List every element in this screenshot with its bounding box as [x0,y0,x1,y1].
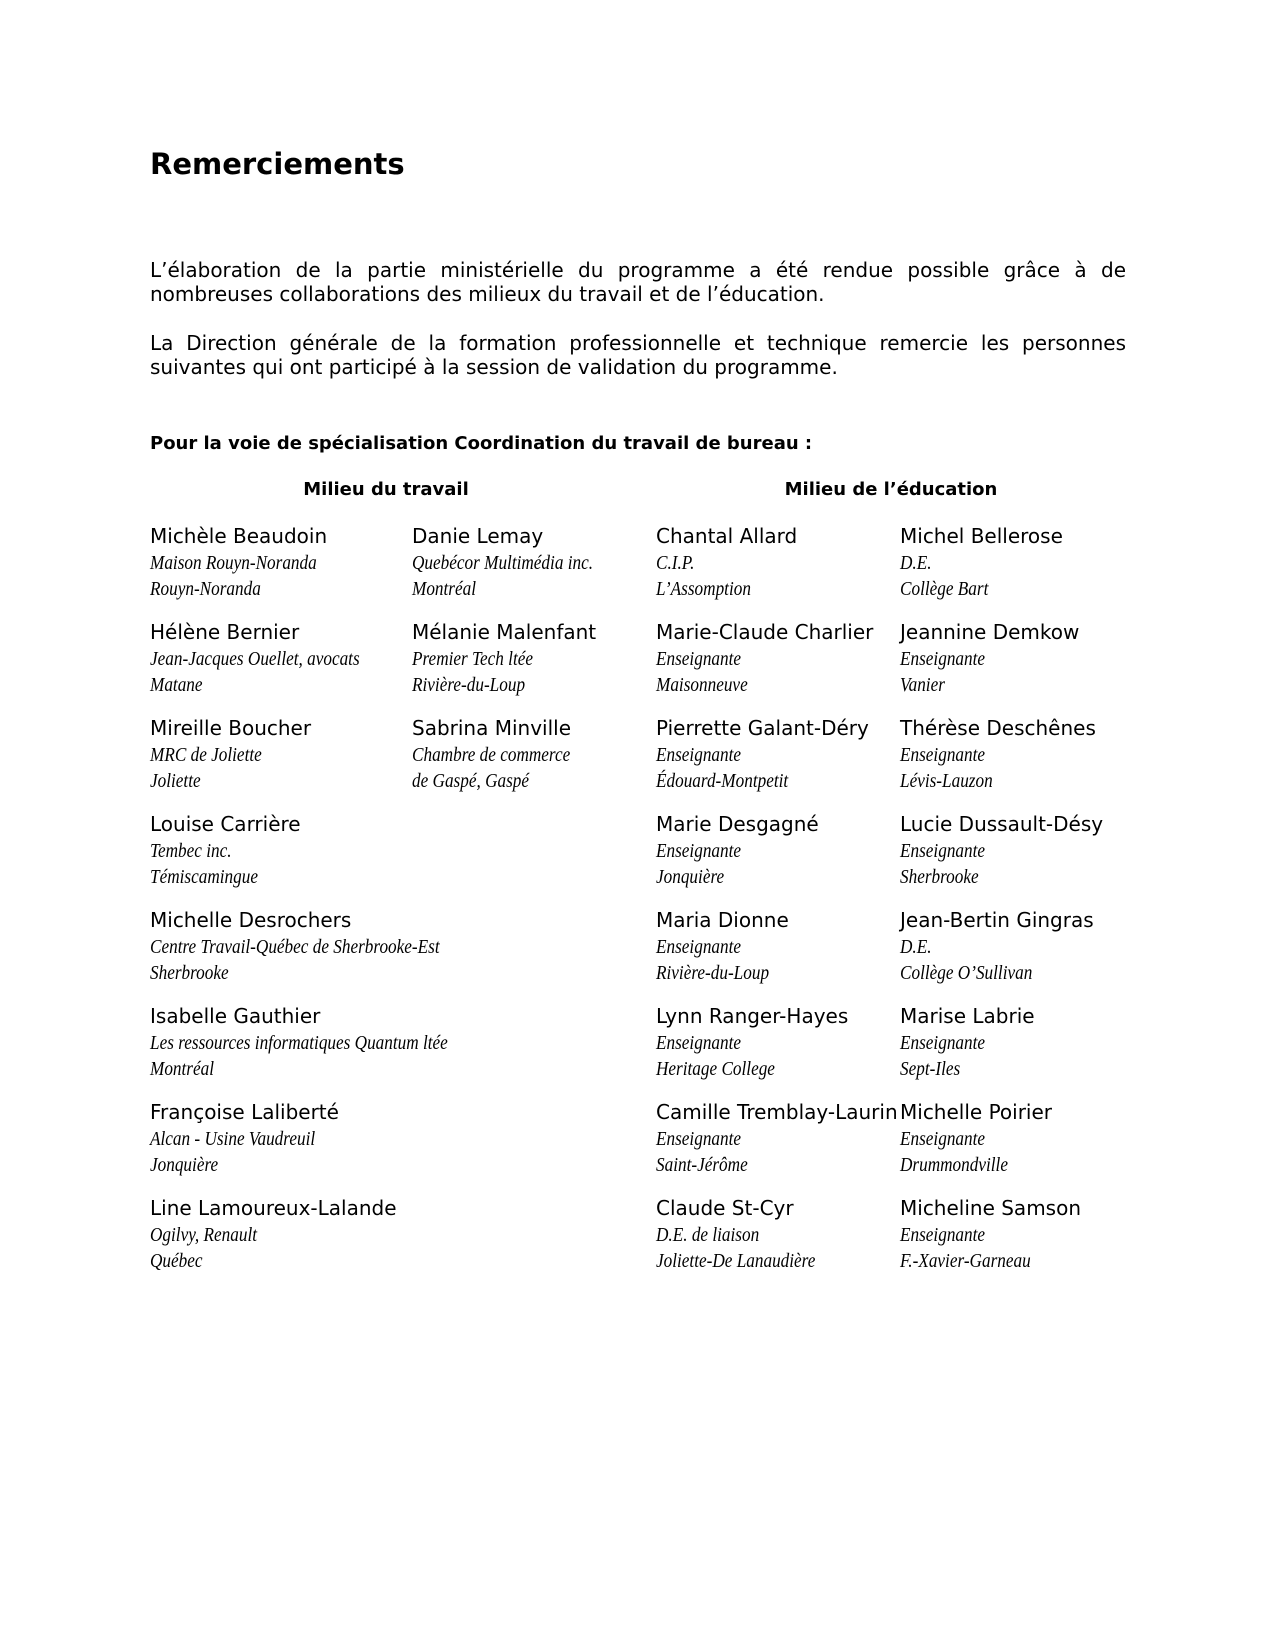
person-name: Lynn Ranger-Hayes [656,1004,849,1028]
person-name: Mireille Boucher [150,716,312,740]
person-affiliation: Centre Travail-Québec de Sherbrooke-Est [150,936,440,958]
person-entry [656,1194,841,1274]
person-name: Isabelle Gauthier [150,1004,321,1028]
column-heading-education: Milieu de l’éducation [784,479,998,500]
person-entry [656,810,819,890]
person-affiliation: Enseignante [900,840,986,862]
person-location: Matane [150,674,203,696]
person-entry [150,522,344,602]
person-affiliation: MRC de Joliette [150,744,262,766]
person-name: Line Lamoureux-Lalande [150,1196,397,1220]
person-affiliation: Chambre de commerce [412,744,571,766]
person-name: Marie Desgagné [656,812,819,836]
person-affiliation: Les ressources informatiques Quantum ltée [150,1032,448,1054]
person-name: Michel Bellerose [900,524,1063,548]
person-location: Sherbrooke [900,866,979,888]
person-affiliation: Enseignante [900,1224,986,1246]
person-entry [150,810,301,890]
person-location: Sept-Iles [900,1058,961,1080]
person-location: Témiscamingue [150,866,258,888]
person-entry [900,618,1079,698]
person-entry [412,714,596,794]
person-location: Rivière-du-Loup [656,962,770,984]
person-location: Rivière-du-Loup [412,674,526,696]
person-entry [412,522,623,602]
person-affiliation: Enseignante [900,744,986,766]
person-affiliation: D.E. de liaison [656,1224,760,1246]
person-affiliation: Enseignante [900,1032,986,1054]
person-entry [150,1098,342,1178]
person-name: Marie-Claude Charlier [656,620,874,644]
person-affiliation: Enseignante [900,1128,986,1150]
person-location: de Gaspé, Gaspé [412,770,530,792]
person-location: Édouard-Montpetit [656,770,789,792]
person-location: Joliette-De Lanaudière [656,1250,816,1272]
person-entry [900,810,1103,890]
person-location: Maisonneuve [656,674,748,696]
person-affiliation: Premier Tech ltée [412,648,534,670]
person-entry [150,1194,397,1274]
person-name: Michelle Poirier [900,1100,1053,1124]
person-location: Lévis-Lauzon [900,770,993,792]
person-location: F.-Xavier-Garneau [900,1250,1031,1272]
person-affiliation: Quebécor Multimédia inc. [412,552,594,574]
person-entry [656,618,873,698]
person-entry [656,522,797,602]
person-name: Pierrette Galant-Déry [656,716,869,740]
person-name: Mélanie Malenfant [412,620,597,644]
person-entry [150,906,487,986]
person-location: L’Assomption [656,578,751,600]
person-affiliation: Enseignante [656,1128,742,1150]
person-affiliation: Enseignante [900,648,986,670]
person-affiliation: D.E. [900,552,932,574]
person-name: Marise Labrie [900,1004,1035,1028]
thanks-paragraph: La Direction générale de la formation professionnelle et technique remercie les personnes suivantes qui ont participé à la session de validation du programme. [150,331,1126,379]
person-entry [150,618,394,698]
person-affiliation: Maison Rouyn-Noranda [150,552,317,574]
person-location: Joliette [150,770,201,792]
person-location: Vanier [900,674,945,696]
person-entry [412,618,596,698]
person-location: Jonquière [656,866,725,888]
person-entry [656,906,789,986]
person-location: Collège O’Sullivan [900,962,1033,984]
person-location: Heritage College [656,1058,775,1080]
person-location: Drummondville [900,1154,1008,1176]
person-name: Louise Carrière [150,812,301,836]
person-name: Claude St-Cyr [656,1196,794,1220]
person-name: Jean-Bertin Gingras [900,908,1094,932]
person-affiliation: Enseignante [656,1032,742,1054]
person-entry [150,1002,496,1082]
person-location: Rouyn-Noranda [150,578,261,600]
person-affiliation: Alcan - Usine Vaudreuil [150,1128,316,1150]
person-affiliation: Enseignante [656,840,742,862]
intro-paragraph: L’élaboration de la partie ministérielle du programme a été rendue possible grâce à de nombreuses collaborations des milieux du travail et de l’éducation. [150,258,1126,306]
person-location: Collège Bart [900,578,989,600]
person-entry [900,714,1096,794]
person-name: Françoise Laliberté [150,1100,339,1124]
person-location: Montréal [412,578,477,600]
person-name: Michelle Desrochers [150,908,352,932]
person-name: Danie Lemay [412,524,544,548]
person-affiliation: Tembec inc. [150,840,232,862]
person-entry [150,714,311,794]
person-name: Michèle Beaudoin [150,524,328,548]
person-affiliation: Enseignante [656,744,742,766]
person-location: Montréal [150,1058,215,1080]
person-name: Jeannine Demkow [900,620,1080,644]
person-entry [900,1002,1035,1082]
page-title: Remerciements [150,147,405,181]
person-location: Québec [150,1250,203,1272]
person-entry [656,1098,898,1178]
person-affiliation: Jean-Jacques Ouellet, avocats [150,648,360,670]
person-name: Hélène Bernier [150,620,300,644]
person-name: Maria Dionne [656,908,789,932]
section-heading: Pour la voie de spécialisation Coordination du travail de bureau : [150,433,813,454]
person-entry [656,1002,848,1082]
person-entry [900,906,1094,986]
person-name: Micheline Samson [900,1196,1082,1220]
person-location: Jonquière [150,1154,219,1176]
person-name: Chantal Allard [656,524,798,548]
person-name: Thérèse Deschênes [900,716,1096,740]
person-entry [900,1194,1081,1274]
column-heading-work: Milieu du travail [303,479,469,500]
person-location: Sherbrooke [150,962,229,984]
person-entry [900,1098,1052,1178]
person-affiliation: Ogilvy, Renault [150,1224,258,1246]
person-affiliation: Enseignante [656,648,742,670]
person-affiliation: D.E. [900,936,932,958]
person-entry [656,714,869,794]
person-affiliation: C.I.P. [656,552,695,574]
person-name: Camille Tremblay-Laurin [656,1100,898,1124]
person-affiliation: Enseignante [656,936,742,958]
person-entry [900,522,1063,602]
person-name: Sabrina Minville [412,716,572,740]
person-location: Saint-Jérôme [656,1154,748,1176]
person-name: Lucie Dussault-Désy [900,812,1104,836]
